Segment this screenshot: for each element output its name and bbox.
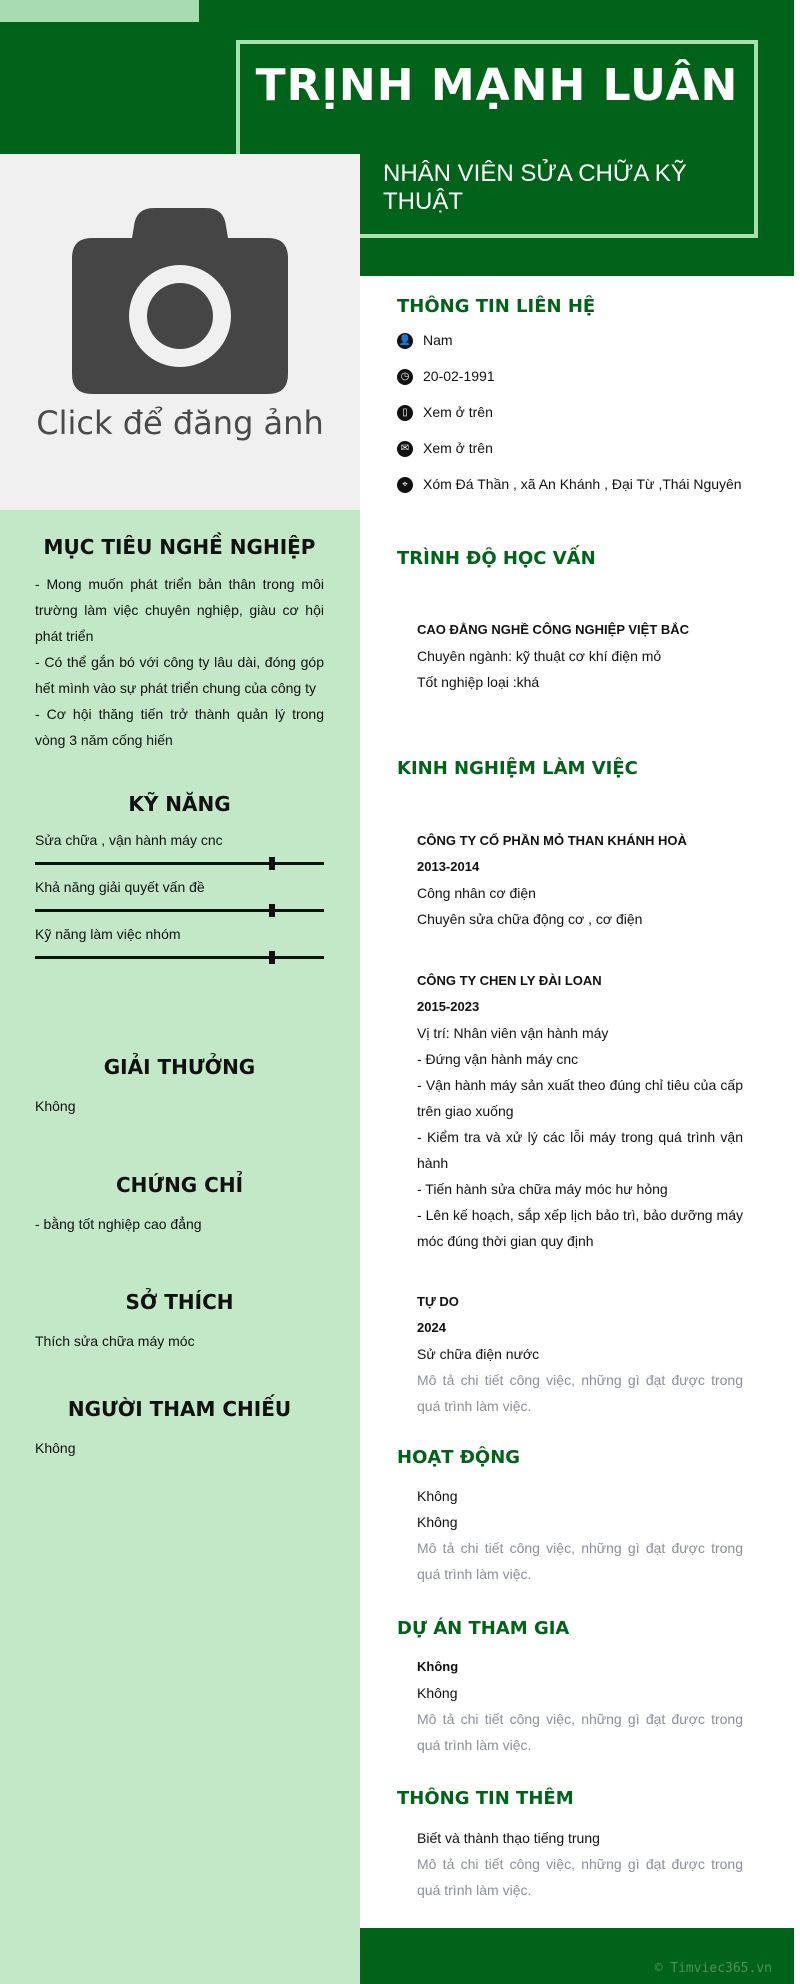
awards-section [35,1055,324,1119]
experience-entry[interactable] [417,1289,743,1419]
skill-level-knob[interactable] [269,904,275,917]
activities-entry[interactable] [417,1483,743,1587]
skill-name: Kỹ năng làm việc nhóm [35,926,181,942]
skill-level-knob[interactable] [269,857,275,870]
experience-entry[interactable] [417,828,743,932]
contact-value: Xem ở trên [423,440,493,456]
job-description-placeholder: Mô tả chi tiết công việc, những gì đạt được trong quá trình làm việc. [417,1372,743,1414]
contact-value: Nam [423,332,453,348]
job-period: 2024 [417,1320,446,1335]
education-heading: TRÌNH ĐỘ HỌC VẤN [397,548,596,569]
objective-line: - Cơ hội thăng tiến trở thành quản lý trong vòng 3 năm cống hiến [35,706,324,748]
project-title: Không [417,1659,459,1674]
references-heading: NGƯỜI THAM CHIẾU [67,1397,292,1421]
job-line: Vị trí: Nhân viên vận hành máy [417,1025,609,1041]
photo-upload-area[interactable] [0,154,360,510]
activity-line: Không [417,1514,458,1530]
contact-row[interactable] [397,368,495,385]
additional-placeholder: Mô tả chi tiết công việc, những gì đạt được trong quá trình làm việc. [417,1856,743,1898]
location-icon: ⌖ [397,477,413,493]
company-name: TỰ DO [417,1294,459,1309]
job-line: - Lên kế hoạch, sắp xếp lịch bảo trì, bảo dưỡng máy móc đúng thời gian quy định [417,1207,743,1249]
job-line: - Kiểm tra và xử lý các lỗi máy trong quá trình vận hành [417,1129,743,1171]
hobbies-section [35,1290,324,1354]
contact-row[interactable] [397,404,493,421]
job-line: - Đứng vận hành máy cnc [417,1051,579,1067]
job-line: Sử chữa điện nước [417,1346,540,1362]
email-icon: ✉ [397,441,413,457]
additional-line: Biết và thành thạo tiếng trung [417,1830,600,1846]
objective-heading: MỤC TIÊU NGHỀ NGHIỆP [43,535,316,559]
activities-heading: HOẠT ĐỘNG [397,1447,521,1468]
additional-entry[interactable] [417,1825,743,1903]
skill-item[interactable] [35,879,324,912]
contact-row[interactable] [397,440,493,457]
skill-name: Khả năng giải quyết vấn đề [35,879,205,895]
skill-item[interactable] [35,832,324,865]
skill-name: Sửa chữa , vận hành máy cnc [35,832,223,848]
project-placeholder: Mô tả chi tiết công việc, những gì đạt được trong quá trình làm việc. [417,1711,743,1753]
project-line: Không [417,1685,458,1701]
education-grade: Tốt nghiệp loại :khá [417,674,540,690]
education-major: Chuyên ngành: kỹ thuật cơ khí điện mỏ [417,648,662,664]
objective-section [35,535,324,753]
references-section [35,1397,324,1461]
phone-icon: ▯ [397,405,413,421]
education-entry[interactable] [417,617,743,695]
activity-line: Không [417,1488,458,1504]
contact-value: Xóm Đá Thần , xã An Khánh , Đại Từ ,Thái Nguyên [423,476,742,492]
contact-value: 20-02-1991 [423,368,495,384]
contact-heading: THÔNG TIN LIÊN HỆ [397,296,596,317]
objective-line: - Có thể gắn bó với công ty lâu dài, đóng góp hết mình vào sự phát triển chung của công ty [35,654,324,696]
skill-level-bar [35,862,324,865]
awards-heading: GIẢI THƯỞNG [103,1055,256,1079]
header-accent-strip [0,0,199,22]
projects-heading: DỰ ÁN THAM GIA [397,1618,570,1639]
contact-row[interactable] [397,332,453,349]
hobbies-heading: SỞ THÍCH [125,1290,234,1314]
experience-entry[interactable] [417,968,743,1254]
job-line: - Vận hành máy sản xuất theo đúng chỉ tiêu của cấp trên giao xuống [417,1077,743,1119]
objective-line: - Mong muốn phát triển bản thân trong môi trường làm việc chuyên nghiệp, giàu cơ hội phát triển [35,576,324,644]
user-icon: 👤 [397,333,413,349]
references-text[interactable]: Không [35,1440,76,1456]
contact-row[interactable] [397,476,742,493]
awards-text[interactable]: Không [35,1098,76,1114]
skill-level-bar [35,956,324,959]
candidate-name[interactable]: TRỊNH MẠNH LUÂN [255,60,739,111]
certificates-section [35,1173,324,1237]
skill-level-bar [35,909,324,912]
camera-icon [72,208,288,394]
skill-level-knob[interactable] [269,951,275,964]
job-period: 2015-2023 [417,999,480,1014]
job-line: - Tiến hành sửa chữa máy móc hư hỏng [417,1181,668,1197]
clock-icon: ◷ [397,369,413,385]
company-name: CÔNG TY CỔ PHẦN MỎ THAN KHÁNH HOÀ [417,833,687,848]
objective-text[interactable] [35,571,324,753]
company-name: CÔNG TY CHEN LY ĐÀI LOAN [417,973,602,988]
contact-value: Xem ở trên [423,404,493,420]
experience-heading: KINH NGHIỆM LÀM VIỆC [397,758,638,779]
skills-section [35,792,324,959]
footer-band [360,1928,794,1984]
job-period: 2013-2014 [417,859,480,874]
upload-photo-label[interactable]: Click để đăng ảnh [36,404,324,442]
footer-watermark: © Timviec365.vn [654,1961,772,1976]
header-top-strip [199,0,794,5]
job-title[interactable]: NHÂN VIÊN SỬA CHỮA KỸ THUẬT [383,160,687,215]
additional-heading: THÔNG TIN THÊM [397,1788,574,1809]
skills-heading: KỸ NĂNG [128,792,231,816]
certificates-text[interactable]: - bằng tốt nghiệp cao đẳng [35,1216,202,1232]
projects-entry[interactable] [417,1654,743,1758]
skill-item[interactable] [35,926,324,959]
school-name: CAO ĐẲNG NGHỀ CÔNG NGHIỆP VIỆT BẮC [417,622,690,637]
activity-placeholder: Mô tả chi tiết công việc, những gì đạt được trong quá trình làm việc. [417,1540,743,1582]
hobbies-text[interactable]: Thích sửa chữa máy móc [35,1333,195,1349]
certificates-heading: CHỨNG CHỈ [115,1173,244,1197]
job-line: Chuyên sửa chữa động cơ , cơ điện [417,911,643,927]
job-line: Công nhân cơ điện [417,885,536,901]
